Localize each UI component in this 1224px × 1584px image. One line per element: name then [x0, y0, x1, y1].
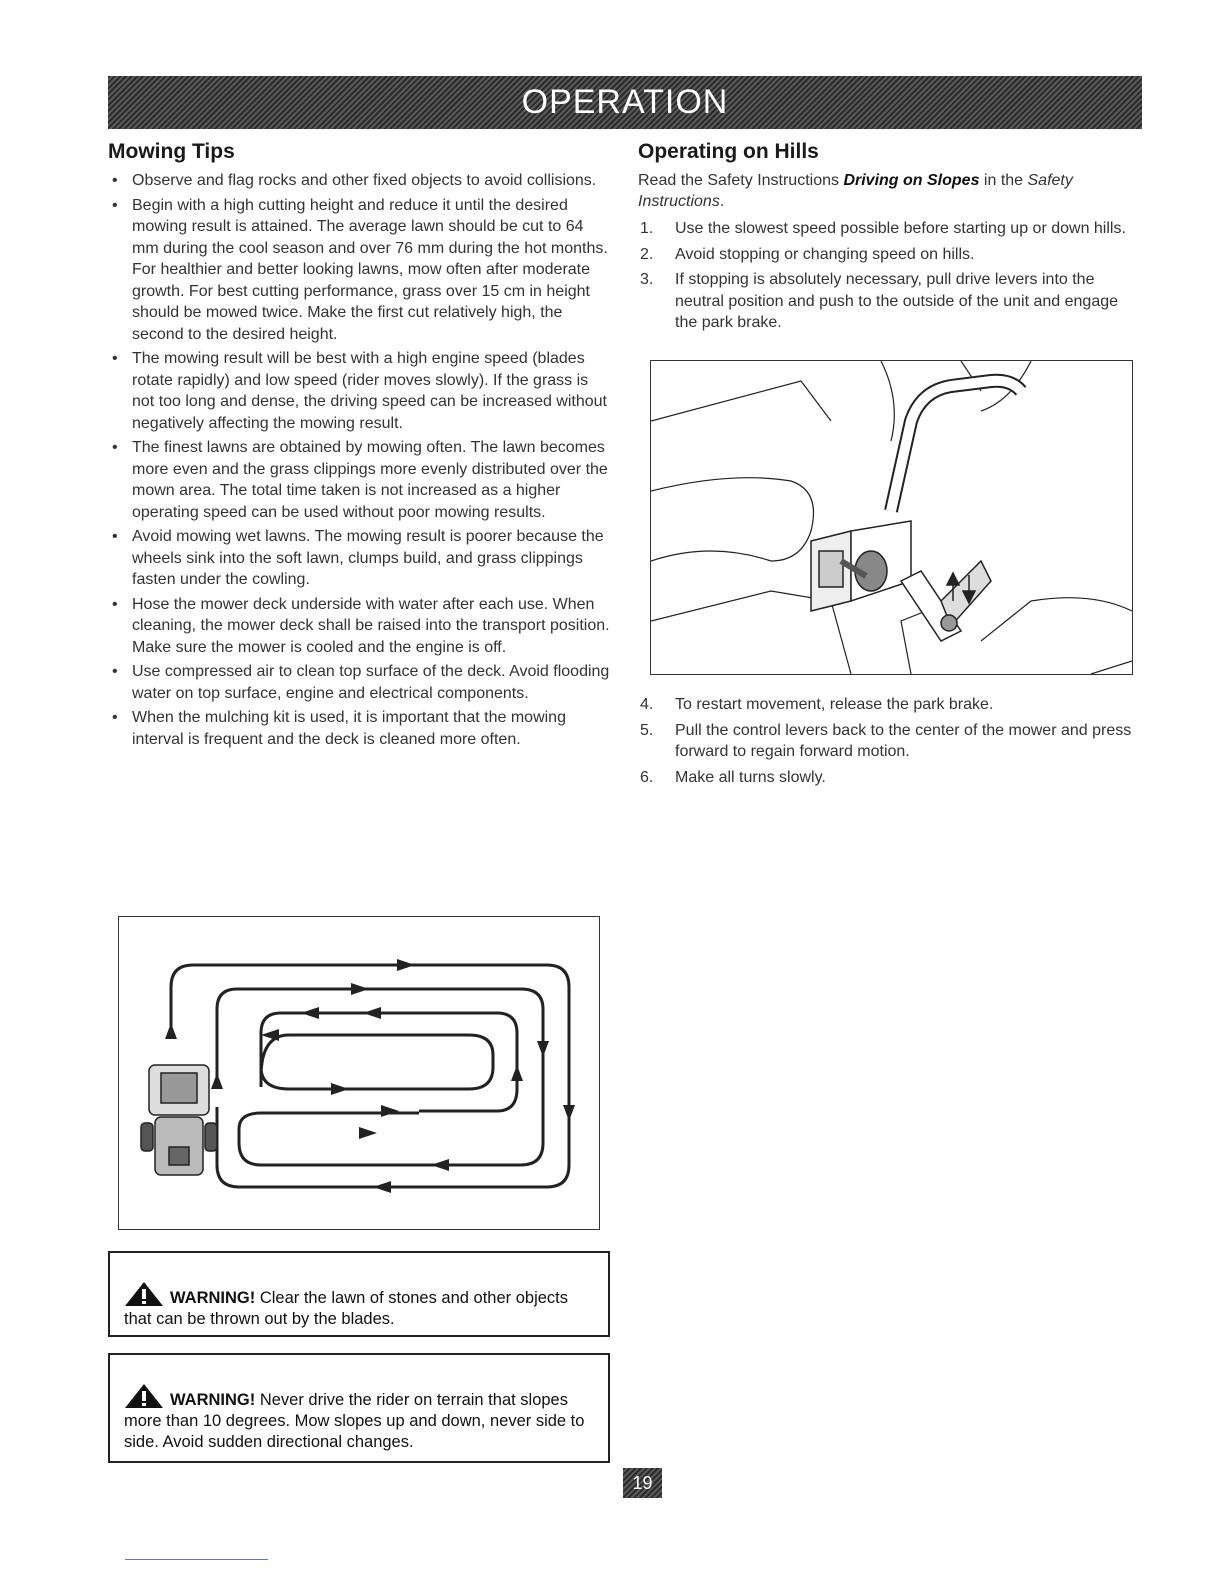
intro-text: .	[719, 193, 725, 210]
list-item: • The mowing result will be best with a high engine speed (blades rotate rapidly) and low speed (rider moves slowly). If the grass is not too long and dense, the driving speed can be increased without negatively affecting the mowing result.	[108, 348, 613, 434]
list-item: • Use compressed air to clean top surface of the deck. Avoid flooding water on top surface, engine and electrical components.	[108, 661, 613, 704]
park-brake-illustration	[651, 361, 1132, 674]
warning-label: WARNING!	[170, 1391, 256, 1409]
hills-steps-a	[638, 218, 1143, 334]
warning-box-stones	[108, 1251, 610, 1337]
step-item	[638, 720, 1143, 763]
intro-text: Read the Safety Instructions	[638, 172, 844, 189]
warning-text: Clear the lawn of stones and other objects that can be thrown out by the blades.	[124, 1289, 569, 1328]
page-number: 19	[623, 1468, 662, 1498]
list-item: • Hose the mower deck underside with water after each use. When cleaning, the mower deck shall be raised into the transport position. Make sure the mower is cooled and the engine is off.	[108, 594, 613, 659]
hills-intro	[638, 170, 1143, 212]
step-number: 3.	[640, 271, 654, 288]
park-brake-figure	[650, 360, 1133, 675]
step-number: 5.	[640, 721, 654, 739]
section-header	[108, 76, 1142, 129]
list-item: • When the mulching kit is used, it is important that the mowing interval is frequent and the deck is cleaned more often.	[108, 707, 613, 750]
list-item: • Avoid mowing wet lawns. The mowing result is poorer because the wheels sink into the soft lawn, clumps build, and grass clippings fasten under the cowling.	[108, 526, 613, 591]
warning-label: WARNING!	[170, 1289, 256, 1307]
intro-text: in the	[979, 172, 1028, 189]
list-item: • Begin with a high cutting height and reduce it until the desired mowing result is attained. The average lawn should be cut to 64 mm during the cool season and over 76 mm during the hot months. For healthier and better looking lawns, mow often after moderate growth. For best cutting performance, grass over 15 cm in height should be mowed twice. Make the first cut relatively high, the second to the desired height.	[108, 195, 613, 346]
operating-on-hills-section	[638, 140, 1143, 338]
mowing-tips-section	[108, 140, 613, 753]
intro-bold-ref: Driving on Slopes	[843, 172, 980, 189]
warning-triangle-icon	[124, 1383, 164, 1409]
step-text: Avoid stopping or changing speed on hills.	[675, 245, 975, 263]
warning-box-slopes	[108, 1353, 610, 1463]
list-item: • Observe and flag rocks and other fixed objects to avoid collisions.	[108, 170, 613, 192]
step-number: 1.	[640, 220, 654, 237]
mowing-tips-list	[108, 170, 613, 750]
step-text: If stopping is absolutely necessary, pull drive levers into the neutral position and push to the outside of the unit and engage the park brake.	[675, 271, 1119, 331]
warning-text: Never drive the rider on terrain that slopes more than 10 degrees. Mow slopes up and down, never side to side. Avoid sudden directional changes.	[124, 1391, 585, 1451]
step-item	[638, 218, 1143, 240]
mowing-tips-heading: Mowing Tips	[108, 140, 235, 163]
warning-triangle-icon	[124, 1281, 164, 1307]
step-text: Pull the control levers back to the center of the mower and press forward to regain forward motion.	[675, 721, 1132, 760]
step-number: 2.	[640, 245, 654, 263]
mowing-pattern-figure	[118, 916, 600, 1230]
step-number: 6.	[640, 768, 654, 786]
step-item	[638, 767, 1143, 789]
hills-heading: Operating on Hills	[638, 140, 819, 163]
hills-steps-b	[638, 694, 1143, 788]
step-number: 4.	[640, 696, 654, 713]
hills-steps-continued	[638, 694, 1143, 792]
step-item	[638, 269, 1143, 334]
section-title: OPERATION	[521, 83, 729, 121]
mowing-pattern-diagram	[119, 917, 599, 1229]
step-item	[638, 694, 1143, 716]
intro-italic-ref: Safety Instructions	[638, 172, 1073, 210]
step-text: To restart movement, release the park brake.	[675, 696, 994, 713]
list-item: • The finest lawns are obtained by mowing often. The lawn becomes more even and the grass clippings more evenly distributed over the mown area. The total time taken is not increased as a higher operating speed can be used without poor mowing results.	[108, 437, 613, 523]
step-text: Make all turns slowly.	[675, 768, 826, 786]
footer-rule	[125, 1559, 268, 1560]
step-text: Use the slowest speed possible before starting up or down hills.	[675, 220, 1126, 237]
step-item	[638, 244, 1143, 266]
